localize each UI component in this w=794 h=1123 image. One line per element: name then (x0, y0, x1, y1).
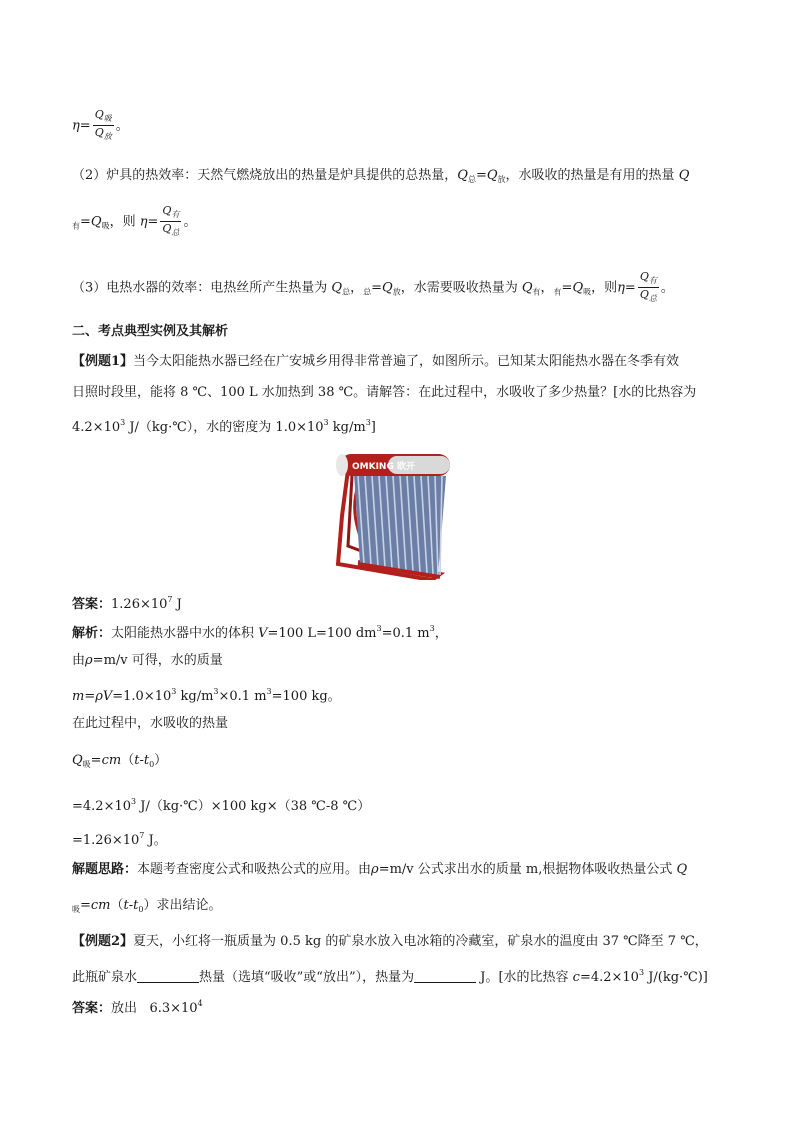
eta-label: η= (72, 118, 91, 134)
example2-line1: 【例题2】夏天，小红将一瓶质量为 0.5 kg 的矿泉水放入电冰箱的冷藏室，矿泉水的温度由 37 ℃降至 7 ℃， (72, 934, 708, 949)
stove-efficiency-line: （2）炉具的热效率：天然气燃烧放出的热量是炉具提供的总热量，$Q_总=Q_放$，水吸收的热量是有用的热量 Q (72, 168, 690, 184)
answer-blank-2[interactable] (414, 968, 476, 983)
analysis-line7: $=1.26\times 10^7$ J。 (72, 831, 167, 848)
answer-blank-1[interactable] (137, 968, 199, 983)
solar-heater-illustration (328, 446, 452, 580)
fraction: $\frac{Q_有}{Q_总}$ (162, 204, 180, 237)
example1-line2: 日照时段里，能将 8 ℃、100 L 水加热到 38 ℃。请解答：在此过程中，水吸收了多少热量？[水的比热容为 (72, 385, 697, 400)
analysis-line1: 解析：太阳能热水器中水的体积 V=100 L=100 $dm^3=0.1$ $m^3$， (72, 624, 448, 641)
analysis-line5: $Q_吸=cm(t-t_0)$ (72, 753, 168, 769)
analysis-line2: 由ρ=m/v 可得，水的质量 (72, 653, 223, 668)
answer1: 答案：$1.26\times 10^7$ J (72, 595, 182, 612)
approach-line2: $_吸=cm(t-t_0)$求出结论。 (72, 898, 222, 914)
analysis-line6: $=4.2\times 10^3$ J/（kg·℃）×100 kg×（38 ℃-8 ℃） (72, 797, 371, 814)
brand-logo-text: OMKING 欧开 (352, 462, 415, 472)
analysis-line4: 在此过程中，水吸收的热量 (72, 716, 229, 731)
fraction: $\frac{Q_有}{Q_总}$ (639, 270, 657, 303)
stove-efficiency-formula: $_有=Q_吸$，则 η= $\frac{Q_有}{Q_总}$ 。 (72, 204, 196, 240)
heater-efficiency-line: （3）电热水器的效率：电热丝所产生热量为 $Q_总$，$_总=Q_放$，水需要吸收热量为 $Q_有$，$_有=Q_吸$，则η= $\frac{Q_有}{Q_总}$ 。 (72, 270, 674, 306)
section-heading: 二、考点典型实例及其解析 (72, 324, 229, 339)
fraction: $\frac{Q_吸}{Q_放}$ (94, 108, 112, 141)
example1-line1: 【例题1】当今太阳能热水器已经在广安城乡用得非常普遍了，如图所示。已知某太阳能热水器在冬季有效 (72, 354, 680, 369)
analysis-line3: $m=\rho V=1.0\times 10^3$ $kg/m^3\times 0.1$ $m^3=100$ kg。 (72, 687, 341, 704)
solar-water-heater-image (328, 446, 452, 580)
answer2: 答案：放出 $6.3\times 10^4$ (72, 999, 203, 1016)
example1-line3: $4.2\times 10^3$ J/（kg·℃），水的密度为 $1.0\times 10^3$ $kg/m^3$] (72, 418, 376, 435)
approach-line1: 解题思路：本题考查密度公式和吸热公式的应用。由ρ=m/v 公式求出水的质量 m,根据物体吸收热量公式 Q (72, 862, 688, 877)
example2-line2: 此瓶矿泉水 热量（选填“吸收”或“放出”），热量为 J。[水的比热容 $c=4.2\times 10^3$ J/(kg·℃)] (72, 968, 708, 985)
efficiency-formula-1: η= $\frac{Q_吸}{Q_放}$ 。 (72, 108, 129, 144)
